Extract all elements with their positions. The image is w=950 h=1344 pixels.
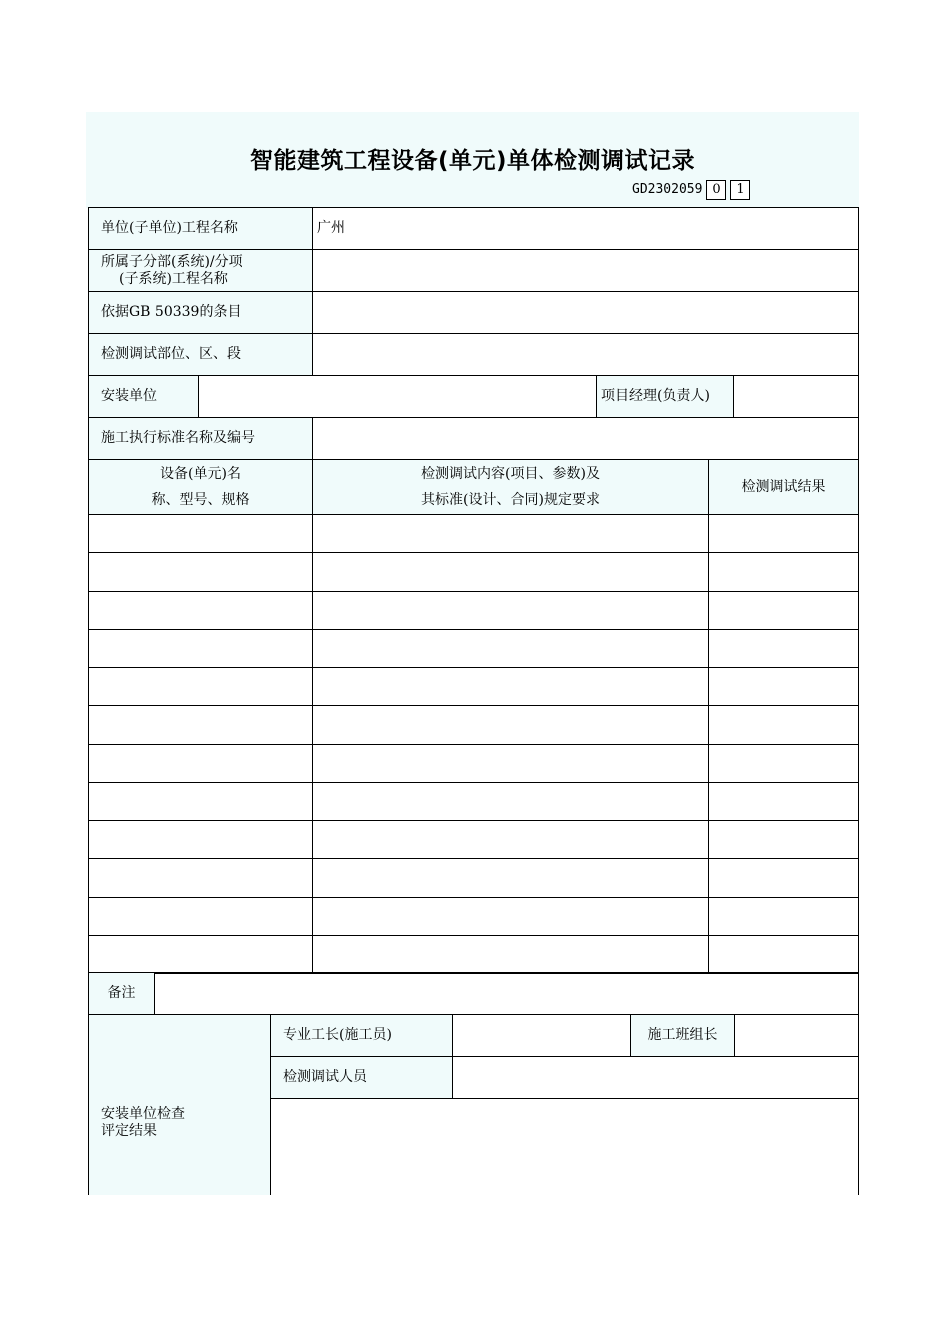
location-label: 检测调试部位、区、段: [88, 333, 313, 376]
table-cell-content[interactable]: [312, 935, 709, 974]
table-cell-equipment[interactable]: [88, 782, 313, 821]
table-cell-result[interactable]: [708, 820, 859, 859]
table-cell-result[interactable]: [708, 782, 859, 821]
table-cell-content[interactable]: [312, 552, 709, 592]
table-cell-result[interactable]: [708, 705, 859, 745]
table-cell-content[interactable]: [312, 744, 709, 783]
gb-clause-label: 依据GB 50339的条目: [88, 291, 313, 334]
col-header-content-line2: 其标准(设计、合同)规定要求: [421, 492, 600, 508]
table-cell-content[interactable]: [312, 629, 709, 668]
table-cell-equipment[interactable]: [88, 820, 313, 859]
project-manager-label: 项目经理(负责人): [596, 375, 734, 418]
subdivision-label-line1: 所属子分部(系统)/分项: [101, 254, 243, 270]
table-cell-result[interactable]: [708, 591, 859, 630]
subdivision-field[interactable]: [312, 249, 859, 292]
table-cell-equipment[interactable]: [88, 935, 313, 974]
col-header-result: 检测调试结果: [708, 459, 859, 515]
table-cell-equipment[interactable]: [88, 629, 313, 668]
table-cell-result[interactable]: [708, 629, 859, 668]
col-header-equipment-line2: 称、型号、规格: [151, 492, 250, 508]
table-cell-equipment[interactable]: [88, 667, 313, 706]
table-cell-result[interactable]: [708, 744, 859, 783]
form-code-box-1[interactable]: 0: [706, 180, 726, 200]
foreman-field[interactable]: [452, 1014, 631, 1057]
table-cell-content[interactable]: [312, 667, 709, 706]
project-name-label: 单位(子单位)工程名称: [88, 207, 313, 250]
team-leader-label: 施工班组长: [630, 1014, 735, 1057]
remarks-label: 备注: [88, 972, 155, 1015]
foreman-label: 专业工长(施工员): [270, 1014, 453, 1057]
gb-clause-field[interactable]: [312, 291, 859, 334]
table-cell-result[interactable]: [708, 897, 859, 936]
tester-field[interactable]: [452, 1056, 859, 1099]
col-header-content-line1: 检测调试内容(项目、参数)及: [421, 466, 600, 482]
table-cell-equipment[interactable]: [88, 897, 313, 936]
table-cell-equipment[interactable]: [88, 744, 313, 783]
table-cell-content[interactable]: [312, 858, 709, 898]
table-cell-content[interactable]: [312, 897, 709, 936]
subdivision-label-line2: (子系统)工程名称: [119, 271, 228, 287]
remarks-field[interactable]: [154, 972, 859, 1015]
team-leader-field[interactable]: [734, 1014, 859, 1057]
install-unit-label: 安装单位: [88, 375, 199, 418]
table-cell-equipment[interactable]: [88, 591, 313, 630]
table-cell-equipment[interactable]: [88, 705, 313, 745]
col-header-equipment-line1: 设备(单元)名: [160, 466, 241, 482]
form-code-prefix: GD2302059: [632, 182, 703, 197]
table-cell-content[interactable]: [312, 514, 709, 553]
install-unit-field[interactable]: [198, 375, 597, 418]
table-cell-result[interactable]: [708, 935, 859, 974]
table-cell-equipment[interactable]: [88, 858, 313, 898]
location-field[interactable]: [312, 333, 859, 376]
tester-label: 检测调试人员: [270, 1056, 453, 1099]
table-cell-content[interactable]: [312, 705, 709, 745]
project-name-field[interactable]: 广州: [312, 207, 859, 250]
table-cell-result[interactable]: [708, 667, 859, 706]
table-cell-equipment[interactable]: [88, 552, 313, 592]
result-label: [88, 1014, 271, 1195]
table-cell-result[interactable]: [708, 858, 859, 898]
table-cell-content[interactable]: [312, 820, 709, 859]
result-field[interactable]: [270, 1098, 859, 1195]
subdivision-label: [88, 249, 313, 292]
inspection-form: [86, 112, 859, 1194]
col-header-content: [312, 459, 709, 515]
table-cell-result[interactable]: [708, 514, 859, 553]
table-cell-equipment[interactable]: [88, 514, 313, 553]
result-label-line1: 安装单位检查: [101, 1106, 185, 1122]
col-header-equipment: [88, 459, 313, 515]
standard-label: 施工执行标准名称及编号: [88, 417, 313, 460]
form-code-box-2[interactable]: 1: [730, 180, 750, 200]
project-manager-field[interactable]: [733, 375, 859, 418]
result-label-line2: 评定结果: [101, 1123, 157, 1139]
table-cell-content[interactable]: [312, 782, 709, 821]
standard-field[interactable]: [312, 417, 859, 460]
form-title: 智能建筑工程设备(单元)单体检测调试记录: [249, 148, 696, 174]
table-cell-content[interactable]: [312, 591, 709, 630]
form-header: [86, 112, 859, 208]
table-cell-result[interactable]: [708, 552, 859, 592]
form-code: [632, 180, 750, 199]
